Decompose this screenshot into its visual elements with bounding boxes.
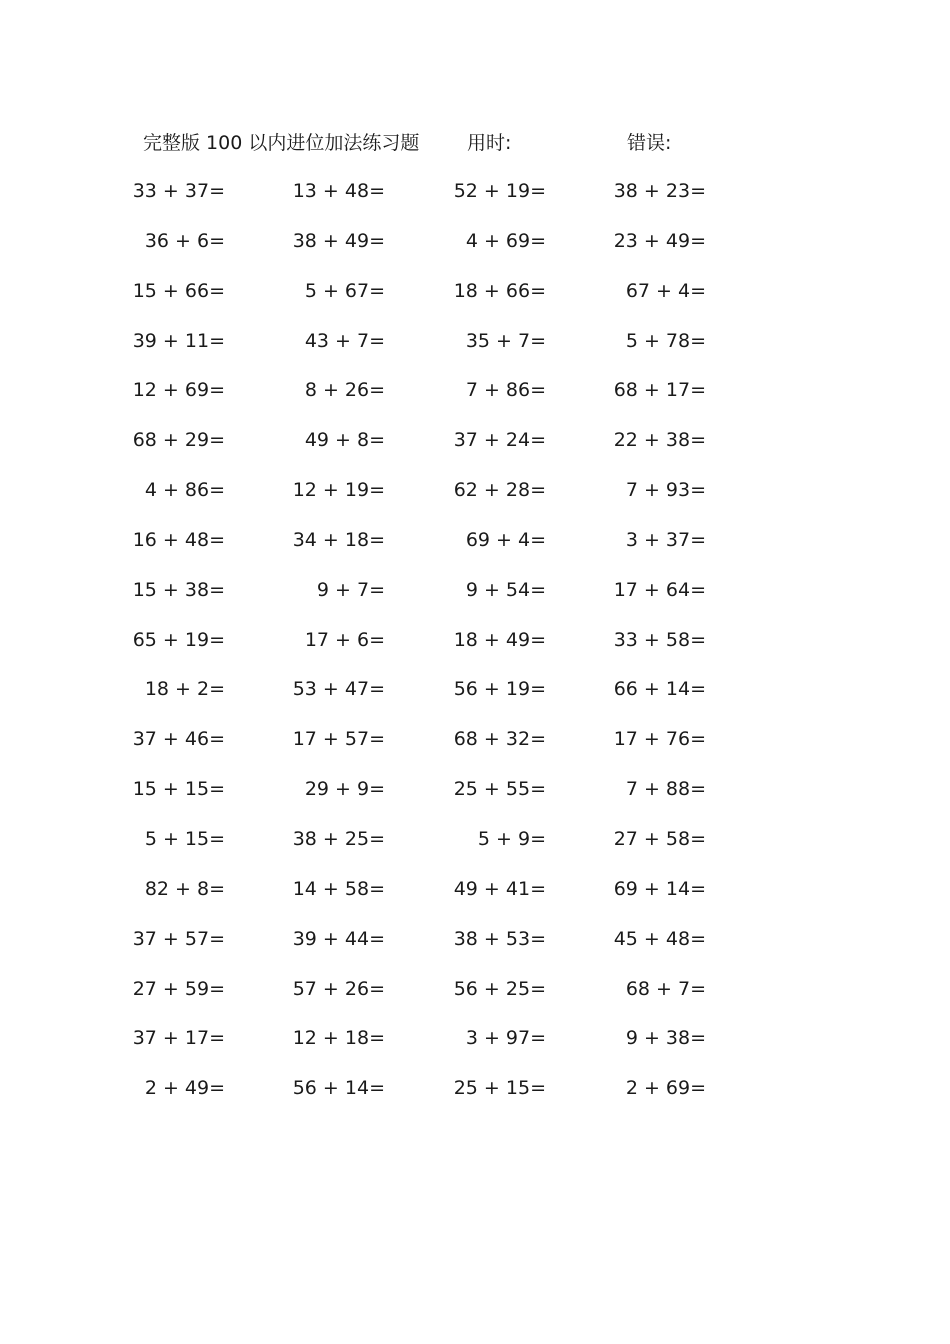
- addition-problem: 68 + 7=: [625, 977, 706, 1000]
- problem-row: [0, 475, 950, 525]
- problem-row: [0, 176, 950, 226]
- addition-problem: 17 + 6=: [304, 628, 385, 651]
- addition-problem: 4 + 69=: [465, 229, 546, 252]
- worksheet-title: 完整版 100 以内进位加法练习题: [143, 132, 420, 154]
- addition-problem: 35 + 7=: [465, 329, 546, 352]
- addition-problem: 53 + 47=: [292, 678, 385, 701]
- addition-problem: 49 + 41=: [453, 877, 546, 900]
- addition-problem: 49 + 8=: [304, 429, 385, 452]
- addition-problem: 12 + 18=: [292, 1027, 385, 1050]
- addition-problem: 15 + 66=: [132, 279, 225, 302]
- problem-row: [0, 425, 950, 475]
- addition-problem: 69 + 4=: [465, 528, 546, 551]
- addition-problem: 33 + 58=: [613, 628, 706, 651]
- addition-problem: 37 + 46=: [132, 728, 225, 751]
- addition-problem: 5 + 9=: [477, 827, 546, 850]
- problem-grid: [0, 176, 950, 1123]
- addition-problem: 82 + 8=: [144, 877, 225, 900]
- problem-row: [0, 226, 950, 276]
- addition-problem: 45 + 48=: [613, 927, 706, 950]
- problem-row: [0, 276, 950, 326]
- addition-problem: 17 + 57=: [292, 728, 385, 751]
- addition-problem: 7 + 86=: [465, 379, 546, 402]
- addition-problem: 23 + 49=: [613, 229, 706, 252]
- addition-problem: 9 + 7=: [316, 578, 385, 601]
- addition-problem: 16 + 48=: [132, 528, 225, 551]
- problem-row: [0, 974, 950, 1024]
- addition-problem: 15 + 38=: [132, 578, 225, 601]
- addition-problem: 37 + 24=: [453, 429, 546, 452]
- problem-row: [0, 525, 950, 575]
- addition-problem: 38 + 53=: [453, 927, 546, 950]
- addition-problem: 39 + 11=: [132, 329, 225, 352]
- addition-problem: 22 + 38=: [613, 429, 706, 452]
- addition-problem: 5 + 15=: [144, 827, 225, 850]
- addition-problem: 2 + 49=: [144, 1077, 225, 1100]
- addition-problem: 38 + 23=: [613, 180, 706, 202]
- addition-problem: 8 + 26=: [304, 379, 385, 402]
- addition-problem: 68 + 29=: [132, 429, 225, 452]
- addition-problem: 68 + 32=: [453, 728, 546, 751]
- addition-problem: 38 + 25=: [292, 827, 385, 850]
- problem-row: [0, 1023, 950, 1073]
- addition-problem: 57 + 26=: [292, 977, 385, 1000]
- addition-problem: 34 + 18=: [292, 528, 385, 551]
- problem-row: [0, 774, 950, 824]
- addition-problem: 5 + 67=: [304, 279, 385, 302]
- addition-problem: 38 + 49=: [292, 229, 385, 252]
- addition-problem: 9 + 54=: [465, 578, 546, 601]
- addition-problem: 37 + 57=: [132, 927, 225, 950]
- problem-row: [0, 575, 950, 625]
- addition-problem: 9 + 38=: [625, 1027, 706, 1050]
- addition-problem: 56 + 19=: [453, 678, 546, 701]
- addition-problem: 12 + 19=: [292, 479, 385, 502]
- addition-problem: 29 + 9=: [304, 778, 385, 801]
- addition-problem: 56 + 25=: [453, 977, 546, 1000]
- error-count-label: 错误:: [627, 132, 672, 154]
- problem-row: [0, 874, 950, 924]
- addition-problem: 7 + 88=: [625, 778, 706, 801]
- addition-problem: 18 + 2=: [144, 678, 225, 701]
- addition-problem: 18 + 66=: [453, 279, 546, 302]
- problem-row: [0, 625, 950, 675]
- addition-problem: 15 + 15=: [132, 778, 225, 801]
- addition-problem: 14 + 58=: [292, 877, 385, 900]
- problem-row: [0, 924, 950, 974]
- addition-problem: 3 + 97=: [465, 1027, 546, 1050]
- addition-problem: 37 + 17=: [132, 1027, 225, 1050]
- addition-problem: 3 + 37=: [625, 528, 706, 551]
- addition-problem: 17 + 76=: [613, 728, 706, 751]
- addition-problem: 67 + 4=: [625, 279, 706, 302]
- addition-problem: 66 + 14=: [613, 678, 706, 701]
- addition-problem: 2 + 69=: [625, 1077, 706, 1100]
- addition-problem: 43 + 7=: [304, 329, 385, 352]
- addition-problem: 33 + 37=: [132, 180, 225, 202]
- addition-problem: 7 + 93=: [625, 479, 706, 502]
- problem-row: [0, 724, 950, 774]
- time-used-label: 用时:: [467, 132, 512, 154]
- addition-problem: 62 + 28=: [453, 479, 546, 502]
- problem-row: [0, 824, 950, 874]
- addition-problem: 25 + 15=: [453, 1077, 546, 1100]
- addition-problem: 39 + 44=: [292, 927, 385, 950]
- addition-problem: 27 + 59=: [132, 977, 225, 1000]
- addition-problem: 36 + 6=: [144, 229, 225, 252]
- worksheet-header: [0, 128, 950, 158]
- problem-row: [0, 1073, 950, 1123]
- addition-problem: 65 + 19=: [132, 628, 225, 651]
- addition-problem: 18 + 49=: [453, 628, 546, 651]
- addition-problem: 17 + 64=: [613, 578, 706, 601]
- addition-problem: 4 + 86=: [144, 479, 225, 502]
- addition-problem: 52 + 19=: [453, 180, 546, 202]
- addition-problem: 5 + 78=: [625, 329, 706, 352]
- addition-problem: 68 + 17=: [613, 379, 706, 402]
- addition-problem: 56 + 14=: [292, 1077, 385, 1100]
- addition-problem: 27 + 58=: [613, 827, 706, 850]
- problem-row: [0, 674, 950, 724]
- addition-problem: 25 + 55=: [453, 778, 546, 801]
- addition-problem: 69 + 14=: [613, 877, 706, 900]
- problem-row: [0, 375, 950, 425]
- problem-row: [0, 326, 950, 376]
- addition-problem: 13 + 48=: [292, 180, 385, 202]
- addition-problem: 12 + 69=: [132, 379, 225, 402]
